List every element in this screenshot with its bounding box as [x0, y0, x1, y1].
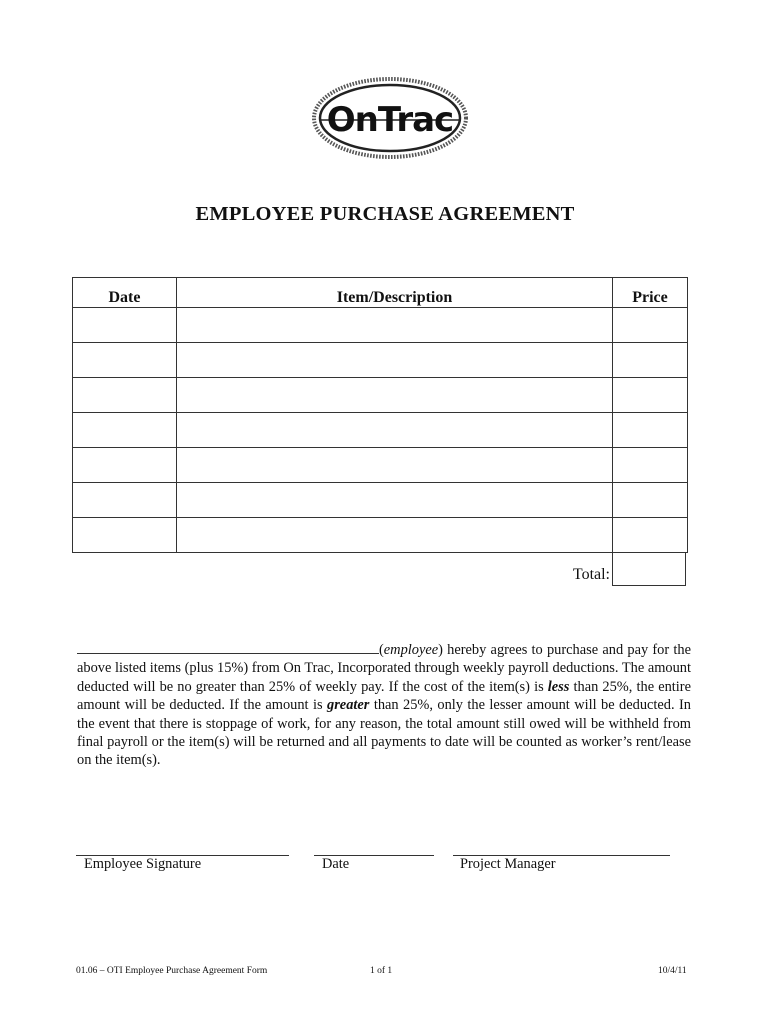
agreement-text-lead: ) hereby agrees to purchase and pay for the above listed items (plus 15%) from On Trac, Incorporated through weekly payroll deductions. The amount deducted will be no greater than 25% of weekly pay. If the cost of the item(s) is: [77, 642, 691, 695]
price-column-header: Price: [613, 278, 688, 308]
employee-word: employee: [383, 642, 439, 658]
price-cell[interactable]: [613, 518, 688, 553]
total-label: Total:: [572, 566, 610, 583]
date-label: Date: [322, 856, 350, 872]
date-cell[interactable]: [73, 518, 177, 553]
project-manager-label: Project Manager: [460, 856, 556, 872]
purchase-items-table: [72, 277, 688, 553]
table-row: [73, 483, 688, 518]
footer-form-id: 01.06 – OTI Employee Purchase Agreement Form: [76, 966, 268, 976]
date-cell[interactable]: [73, 483, 177, 518]
emphasis-less: less: [547, 678, 570, 695]
price-cell[interactable]: [613, 413, 688, 448]
ontrac-logo: [311, 76, 469, 160]
employee-name-blank[interactable]: [77, 640, 379, 654]
date-cell[interactable]: [73, 448, 177, 483]
footer-page-number: 1 of 1: [370, 966, 393, 976]
emphasis-greater: greater: [327, 697, 370, 714]
price-cell[interactable]: [613, 483, 688, 518]
item-description-cell[interactable]: [177, 308, 613, 343]
date-cell[interactable]: [73, 413, 177, 448]
agreement-text-mid: than 25%, the entire amount will be deducted. If the amount is: [77, 678, 691, 714]
table-row: [73, 343, 688, 378]
date-cell[interactable]: [73, 378, 177, 413]
table-row: [73, 518, 688, 553]
table-row: [73, 448, 688, 483]
price-cell[interactable]: [613, 448, 688, 483]
svg-text:OnTrac: OnTrac: [326, 100, 454, 140]
table-header-row: [73, 278, 688, 308]
item-description-cell[interactable]: [177, 518, 613, 553]
employee-signature-label: Employee Signature: [84, 856, 202, 872]
item-description-cell[interactable]: [177, 378, 613, 413]
item-description-column-header: Item/Description: [177, 278, 613, 308]
price-cell[interactable]: [613, 343, 688, 378]
agreement-text-tail: than 25%, only the lesser amount will be deducted. In the event that there is stoppage of work, for any reason, the total amount still owed will be withheld from final payroll or the item(s) will be returned and all payments to date will be counted as worker’s rent/lease on the item(s).: [77, 697, 691, 769]
footer-date: 10/4/11: [658, 966, 687, 976]
item-description-cell[interactable]: [177, 448, 613, 483]
total-field[interactable]: [612, 552, 686, 586]
price-cell[interactable]: [613, 378, 688, 413]
date-cell[interactable]: [73, 343, 177, 378]
date-column-header: Date: [73, 278, 177, 308]
document-title: EMPLOYEE PURCHASE AGREEMENT: [195, 203, 575, 225]
price-cell[interactable]: [613, 308, 688, 343]
date-cell[interactable]: [73, 308, 177, 343]
table-row: [73, 308, 688, 343]
item-description-cell[interactable]: [177, 343, 613, 378]
item-description-cell[interactable]: [177, 483, 613, 518]
item-description-cell[interactable]: [177, 413, 613, 448]
table-row: [73, 413, 688, 448]
agreement-paragraph: (employee) hereby agrees to purchase and pay for the above listed items (plus 15%) from On Trac, Incorporated through weekly payroll deductions. The amount deducted will be no greater than 25% of weekly pay. If the cost of the item(s) is less than 25%, the entire amount will be deducted. If the amount is greater than 25%, only the lesser amount will be deducted. In the event that there is stoppage of work, for any reason, the total amount still owed will be withheld from final payroll or the item(s) will be returned and all payments to date will be counted as worker’s rent/lease on the item(s).: [77, 642, 691, 769]
table-row: [73, 378, 688, 413]
